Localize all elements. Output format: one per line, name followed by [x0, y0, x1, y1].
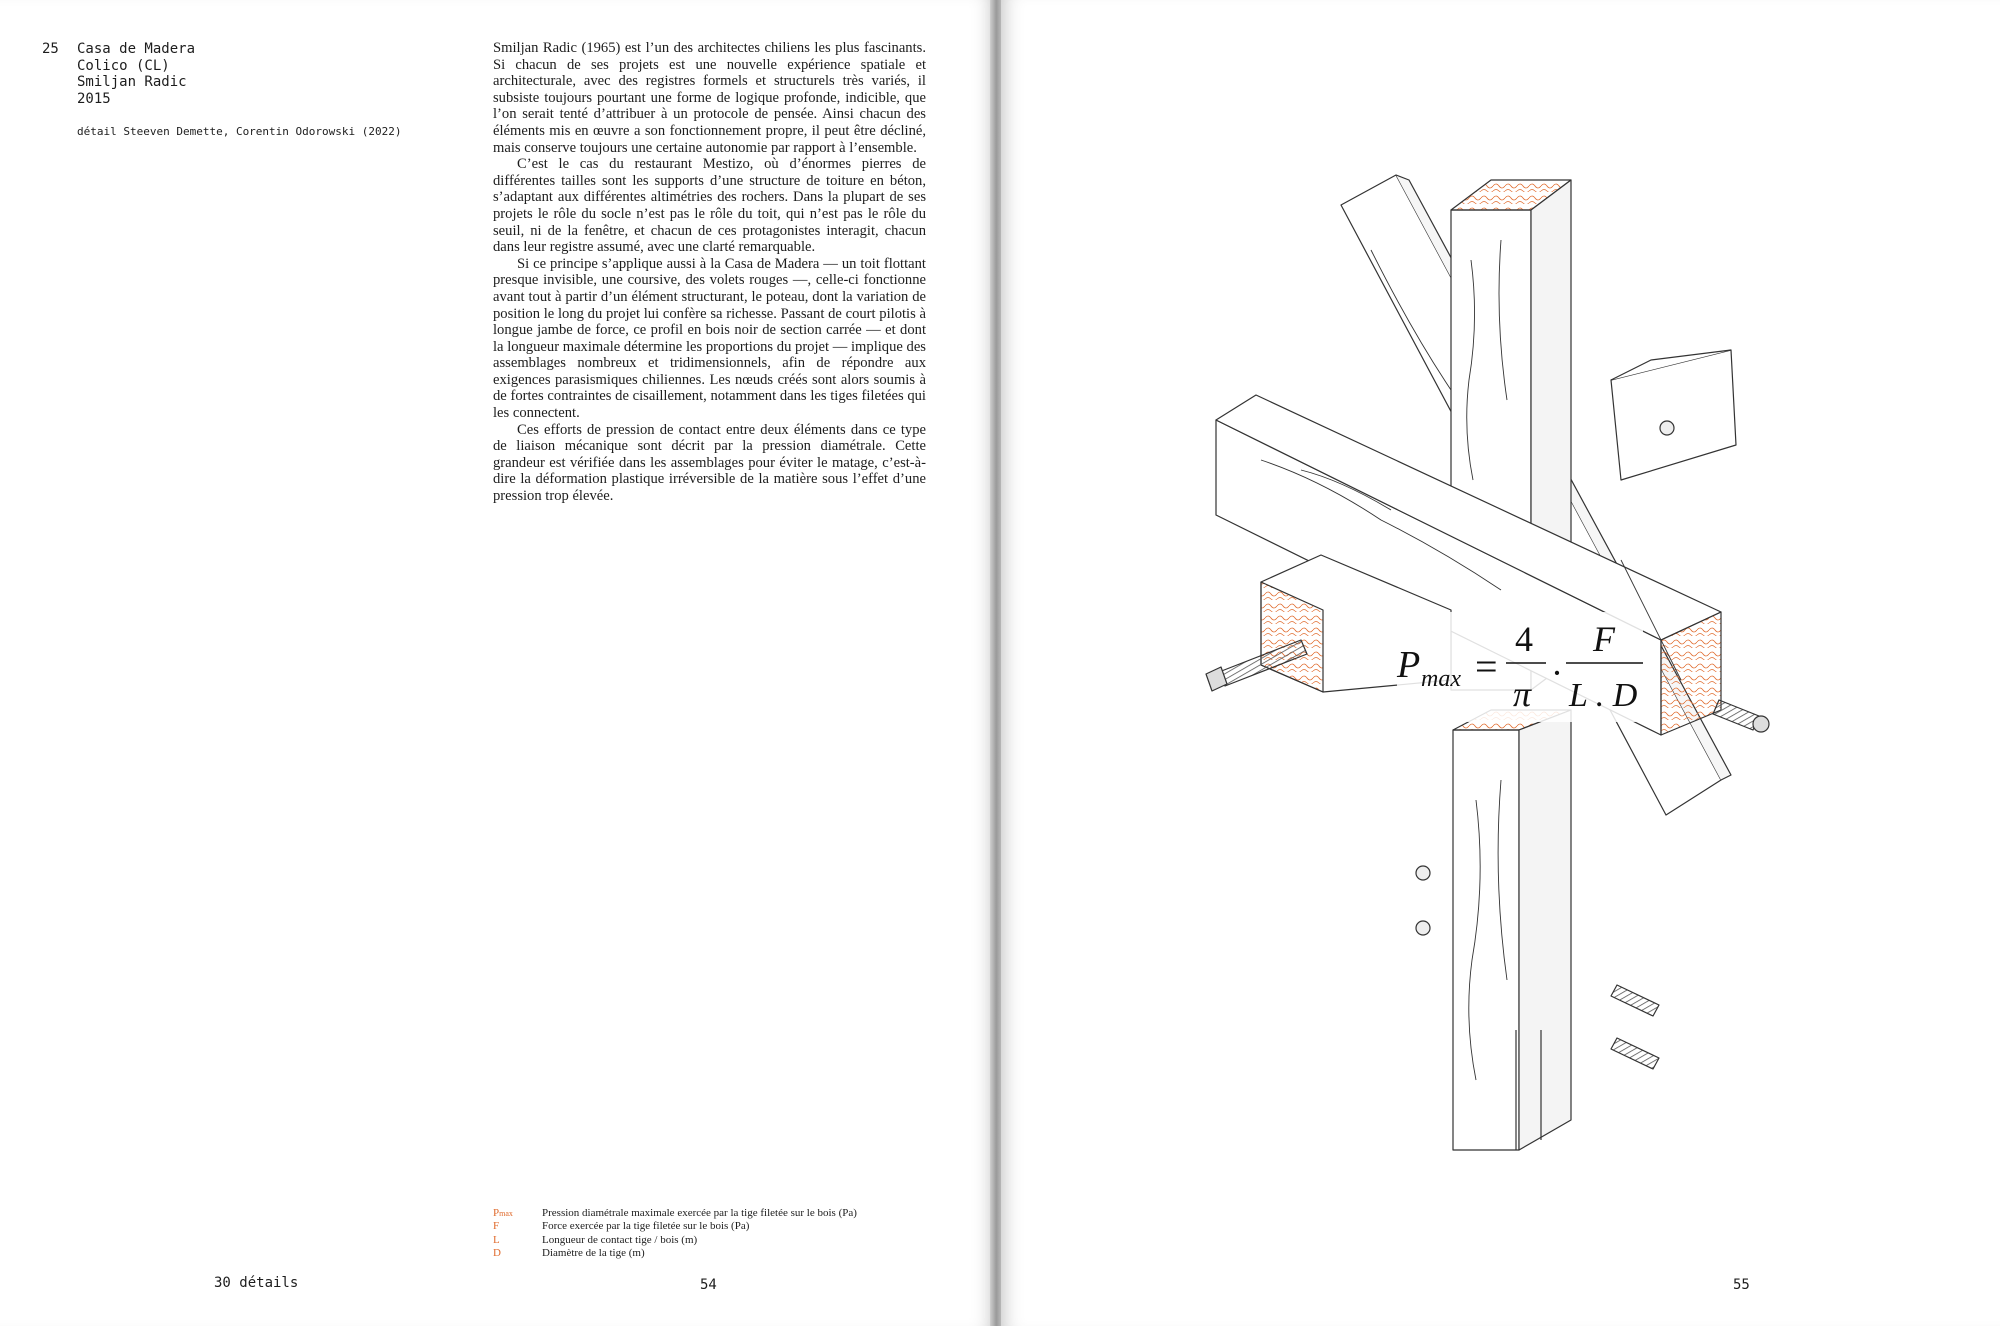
paragraph: Smiljan Radic (1965) est l’un des architectes chiliens les plus fascinants. Si chacun de ses projets est une nouvelle expérience spatiale et architecturale, avec des registres formels et structurels très variés, il subsiste toujours pourtant une forme de logique profonde, indicible, que l’on serait tenté d’attribuer à un protocole de pensée. Ainsi chacun des éléments mis en œuvre a son fonctionnement propre, il peut être décliné, mais conserve toujours une certaine autonomie par rapport à l’ensemble. — [493, 40, 926, 156]
loose-bolt — [1611, 1038, 1659, 1069]
plate-line-year: 2015 — [77, 90, 111, 107]
formula-equals: = — [1475, 644, 1498, 689]
legend-row-l — [493, 1234, 857, 1247]
paragraph: Si ce principe s’applique aussi à la Casa de Madera — un toit flottant presque invisible, une coursive, des volets rouges —, celle-ci fonctionne avant tout à partir d’un élément structurant, le poteau, dont la variation de position le long du projet lui confère sa richesse. Passant de court pilotis à longue jambe de force, ce profil en bois noir de section carrée — et dont la longueur maximale détermine les proportions du projet — implique des assemblages nombreux et tridimensionnels, afin de répondre aux exigences parasismiques chiliennes. Les nœuds créés sont alors soumis à de fortes contraintes de cisaillement, notamment dans les tiges filetées qui les connectent. — [493, 255, 926, 422]
bolt-right — [1713, 700, 1769, 732]
plate-line-architect: Smiljan Radic — [77, 74, 187, 90]
nut — [1416, 921, 1430, 935]
footer-book-title: 30 détails — [214, 1275, 299, 1291]
left-page — [0, 0, 995, 1326]
legend-text: Force exercée par la tige filetée sur le bois (Pa) — [542, 1220, 750, 1233]
legend-text: Longueur de contact tige / bois (m) — [542, 1233, 698, 1246]
formula-frac2-den: L . D — [1569, 677, 1638, 714]
beam-right-back — [1611, 350, 1736, 480]
legend-row-d — [493, 1247, 857, 1260]
legend-text: Pression diamétrale maximale exercée par la tige filetée sur le bois (Pa) — [542, 1207, 857, 1219]
post-lower — [1453, 730, 1519, 1150]
legend-symbol: D — [493, 1247, 501, 1260]
plate-line-location: Colico (CL) — [77, 57, 170, 74]
page-number-right: 55 — [1733, 1277, 1750, 1293]
formula-dot: · — [1551, 653, 1563, 693]
timber-joint-drawing — [1001, 0, 2000, 1326]
legend-row-f — [493, 1220, 857, 1233]
formula-lhs-sub: max — [1421, 666, 1461, 692]
formula-lhs: P — [1397, 644, 1421, 686]
plate-number: 25 — [42, 41, 59, 57]
legend-symbol: L — [493, 1233, 500, 1246]
nut — [1416, 866, 1430, 880]
formula-frac1-num: 4 — [1515, 619, 1533, 659]
legend-text: Diamètre de la tige (m) — [542, 1247, 645, 1260]
plate-info — [77, 41, 195, 107]
legend-symbol: F — [493, 1220, 500, 1233]
loose-bolt — [1611, 985, 1659, 1016]
legend-symbol: Pmax — [493, 1207, 513, 1219]
legend-row-pmax — [493, 1207, 857, 1220]
body-text — [493, 40, 926, 505]
nut — [1660, 421, 1674, 435]
formula-legend — [493, 1207, 857, 1261]
page-number-left: 54 — [700, 1277, 717, 1293]
formula — [1396, 612, 1643, 722]
paragraph: Ces efforts de pression de contact entre deux éléments dans ce type de liaison mécanique sont décrit par la pression diamétrale. Cette grandeur est vérifiée dans les assemblages pour éviter le matage, c’est-à-dire la déformation plastique irréversible de la matière sous l’effet d’une pression trop élevée. — [493, 421, 926, 505]
drawing-credit: détail Steeven Demette, Corentin Odorowski (2022) — [77, 125, 402, 138]
formula-frac1-den: π — [1513, 674, 1532, 714]
paragraph: C’est le cas du restaurant Mestizo, où d’énormes pierres de différentes tailles sont les supports d’une structure de toiture en béton, s’adaptant aux différentes altimétries des rochers. Dans la plupart de ses projets le rôle du socle n’est pas le rôle du toit, qui n’est pas le rôle du seuil, ni de la fenêtre, et chacun de ces protagonistes interagit, chacun dans leur registre assumé, avec une clarté remarquable. — [493, 156, 926, 256]
formula-frac2-num: F — [1593, 619, 1615, 659]
plate-line-title: Casa de Madera — [77, 41, 196, 57]
